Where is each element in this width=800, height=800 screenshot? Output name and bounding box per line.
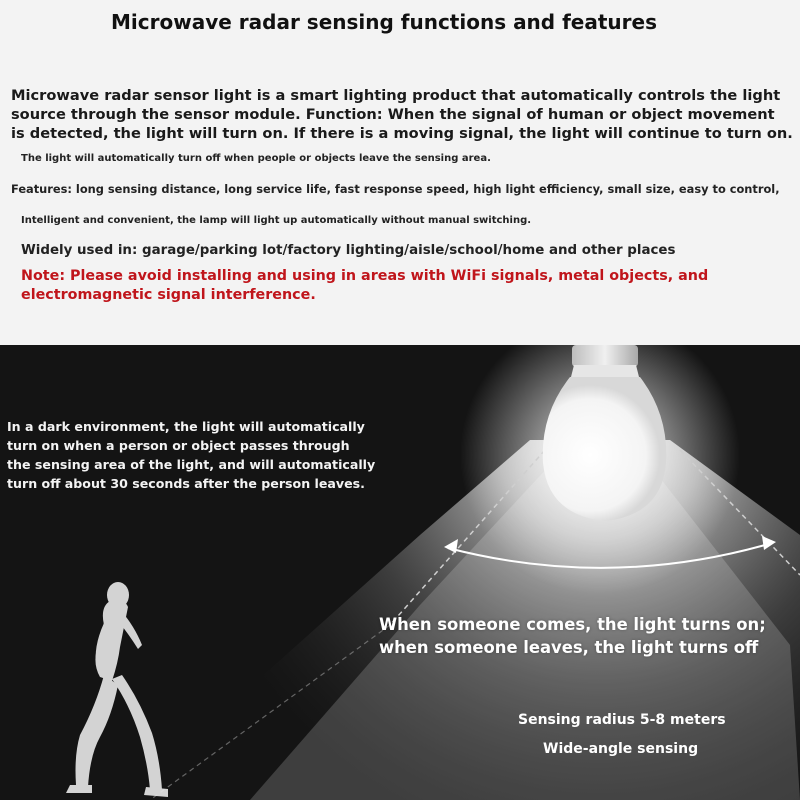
bulb-cap	[572, 345, 638, 367]
wide-angle-label: Wide-angle sensing	[543, 741, 699, 757]
auto-off-text: The light will automatically turn off when people or objects leave the sensing area.	[21, 153, 491, 164]
usage-text: Widely used in: garage/parking lot/factory lighting/aisle/school/home and other places	[21, 243, 676, 258]
bulb-icon	[543, 377, 667, 521]
dark-environment-text: In a dark environment, the light will automatically turn on when a person or object passes through the sensing area of the light, and will automatically turn off about 30 seconds after the person leaves.	[7, 419, 376, 491]
features-text: Features: long sensing distance, long service life, fast response speed, high light efficiency, small size, easy to control,	[11, 182, 780, 196]
info-panel	[0, 0, 800, 345]
intro-paragraph: Microwave radar sensor light is a smart lighting product that automatically controls the light source through the sensor module. Function: When the signal of human or object movement is detected, the light will turn on. If there is a moving signal, the light will continue to turn on.	[11, 87, 793, 142]
demo-scene	[0, 345, 800, 800]
page-title: Microwave radar sensing functions and features	[111, 10, 657, 34]
warning-note: Note: Please avoid installing and using in areas with WiFi signals, metal objects, and electromagnetic signal interference.	[21, 268, 709, 303]
sensing-radius-label: Sensing radius 5-8 meters	[518, 712, 726, 728]
headline-text: When someone comes, the light turns on; when someone leaves, the light turns off	[379, 615, 766, 657]
scene-illustration	[0, 345, 800, 800]
features-continued-text: Intelligent and convenient, the lamp will light up automatically without manual switching.	[21, 215, 532, 226]
